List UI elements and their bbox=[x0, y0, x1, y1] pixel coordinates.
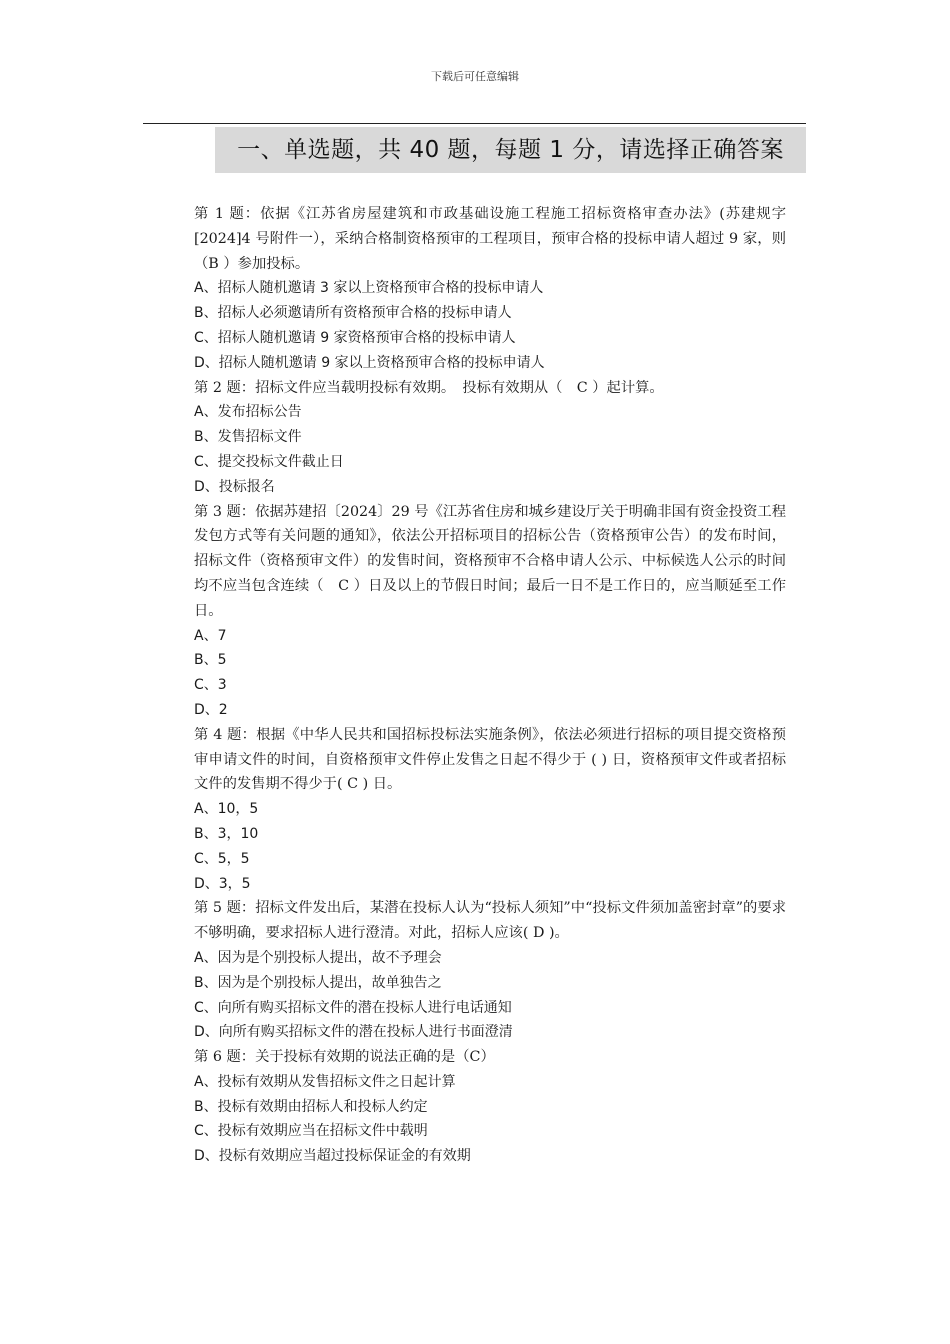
option-a: A、7 bbox=[194, 627, 227, 644]
question-text: 第 2 题：招标文件应当载明投标有效期。 投标有效期从（ C ）起计算。 bbox=[194, 379, 664, 396]
section-title: 一、单选题，共 40 题，每题 1 分，请选择正确答案 bbox=[237, 137, 784, 163]
option-b: B、3，10 bbox=[194, 825, 259, 842]
option-c: C、投标有效期应当在招标文件中载明 bbox=[194, 1123, 428, 1140]
question-text: 第 4 题：根据《中华人民共和国招标投标法实施条例》，依法必须进行招标的项目提交资格预审申请文件的时间，自资格预审文件停止发售之日起不得少于 ( ) 日，资格预审文件或者招标文件的发售期不得少于( C ) 日。 bbox=[194, 726, 786, 793]
question-block bbox=[194, 896, 786, 1045]
option-a: A、发布招标公告 bbox=[194, 404, 302, 421]
question-text: 第 1 题：依据《江苏省房屋建筑和市政基础设施工程施工招标资格审查办法》(苏建规字[2024]4 号附件一），采纳合格制资格预审的工程项目，预审合格的投标申请人超过 9 家，则（B ）参加投标。 bbox=[194, 206, 786, 272]
option-d: D、招标人随机邀请 9 家以上资格预审合格的投标申请人 bbox=[194, 354, 545, 371]
option-b: B、因为是个别投标人提出，故单独告之 bbox=[194, 974, 442, 991]
option-b: B、5 bbox=[194, 652, 227, 669]
option-a: A、因为是个别投标人提出，故不予理会 bbox=[194, 949, 442, 966]
option-b: B、招标人必须邀请所有资格预审合格的投标申请人 bbox=[194, 305, 512, 322]
option-b: B、发售招标文件 bbox=[194, 429, 302, 446]
option-d: D、投标有效期应当超过投标保证金的有效期 bbox=[194, 1148, 471, 1165]
option-d: D、投标报名 bbox=[194, 478, 275, 495]
page-header-note: 下载后可任意编辑 bbox=[431, 70, 519, 83]
option-c: C、向所有购买招标文件的潜在投标人进行电话通知 bbox=[194, 999, 512, 1016]
question-list bbox=[194, 202, 786, 1169]
option-c: C、5，5 bbox=[194, 850, 250, 867]
option-b: B、投标有效期由招标人和投标人约定 bbox=[194, 1098, 428, 1115]
option-c: C、招标人随机邀请 9 家资格预审合格的投标申请人 bbox=[194, 329, 516, 346]
question-block bbox=[194, 1045, 786, 1169]
header-rule bbox=[143, 123, 806, 124]
question-block bbox=[194, 500, 786, 723]
option-c: C、提交投标文件截止日 bbox=[194, 453, 344, 470]
question-text: 第 3 题：依据苏建招〔2024〕29 号《江苏省住房和城乡建设厅关于明确非国有资金投资工程发包方式等有关问题的通知》，依法公开招标项目的招标公告（资格预审公告）的发布时间，招标文件（资格预审文件）的发售时间，资格预审不合格申请人公示、中标候选人公示的时间均不应当包含连续（ C ）日及以上的节假日时间；最后一日不是工作日的，应当顺延至工作日。 bbox=[194, 503, 786, 619]
option-a: A、投标有效期从发售招标文件之日起计算 bbox=[194, 1073, 456, 1090]
question-block bbox=[194, 723, 786, 897]
question-text: 第 5 题：招标文件发出后，某潜在投标人认为“投标人须知”中“投标文件须加盖密封章”的要求不够明确，要求招标人进行澄清。对此，招标人应该( D )。 bbox=[194, 900, 786, 942]
question-text: 第 6 题：关于投标有效期的说法正确的是（C） bbox=[194, 1049, 495, 1066]
option-a: A、招标人随机邀请 3 家以上资格预审合格的投标申请人 bbox=[194, 280, 544, 297]
option-c: C、3 bbox=[194, 677, 227, 694]
question-block bbox=[194, 202, 786, 376]
option-d: D、向所有购买招标文件的潜在投标人进行书面澄清 bbox=[194, 1024, 513, 1041]
option-a: A、10，5 bbox=[194, 801, 259, 818]
option-d: D、3，5 bbox=[194, 875, 251, 892]
question-block bbox=[194, 376, 786, 500]
option-d: D、2 bbox=[194, 701, 228, 718]
